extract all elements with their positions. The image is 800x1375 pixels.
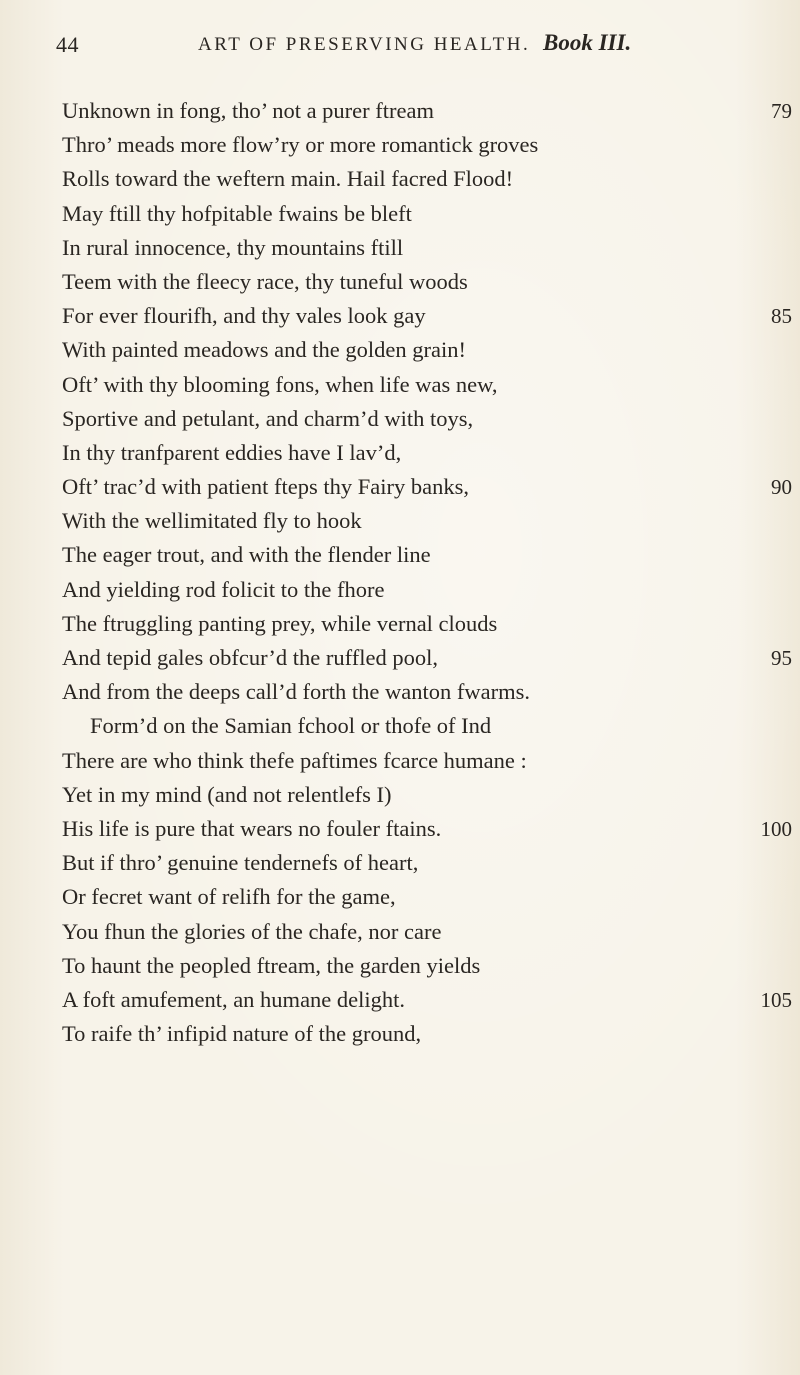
- verse-line-text: The eager trout, and with the flender line: [62, 542, 431, 568]
- verse-line-text: You fhun the glories of the chafe, nor care: [62, 918, 442, 944]
- verse-line-text: For ever flourifh, and thy vales look gay: [62, 303, 426, 329]
- verse-line-text: His life is pure that wears no fouler ftains.: [62, 815, 442, 841]
- verse-line: [62, 915, 792, 949]
- verse-line: [62, 470, 792, 504]
- verse-line: [62, 436, 792, 470]
- verse-line-text: Yet in my mind (and not relentlefs I): [62, 781, 392, 807]
- verse-line-text: And yielding rod folicit to the fhore: [62, 576, 385, 602]
- verse-line: [62, 128, 792, 162]
- verse-line: [62, 846, 792, 880]
- line-number: 100: [760, 816, 792, 841]
- verse-line: [62, 607, 792, 641]
- page-header: [56, 32, 796, 72]
- verse-line: [62, 778, 792, 812]
- line-number: 105: [760, 987, 792, 1012]
- verse-line-text: There are who think thefe paftimes fcarce humane :: [62, 747, 527, 773]
- line-number: 85: [771, 304, 792, 329]
- line-number: 90: [771, 475, 792, 500]
- verse-line-text: Sportive and petulant, and charm’d with toys,: [62, 405, 474, 431]
- verse-line-text: Form’d on the Samian fchool or thofe of Ind: [90, 713, 492, 739]
- verse-line-text: A foft amufement, an humane delight.: [62, 986, 406, 1012]
- verse-line-text: Unknown in fong, tho’ not a purer ftream: [62, 98, 434, 123]
- verse-line: [62, 538, 792, 572]
- verse-line: [62, 983, 792, 1017]
- verse-line-text: And from the deeps call’d forth the wanton fwarms.: [62, 679, 530, 705]
- verse-line-text: Or fecret want of relifh for the game,: [62, 884, 396, 910]
- verse-line-text: Teem with the fleecy race, thy tuneful woods: [62, 268, 468, 294]
- verse-line: [62, 368, 792, 402]
- verse-line: [62, 812, 792, 846]
- verse-line-text: With painted meadows and the golden grain!: [62, 337, 466, 363]
- verse-line-text: In thy tranfparent eddies have I lav’d,: [62, 439, 402, 465]
- verse-line: [62, 641, 792, 675]
- verse-line: [62, 197, 792, 231]
- book-label: Book III.: [543, 30, 632, 55]
- verse-line-text: But if thro’ genuine tendernefs of heart,: [62, 850, 419, 876]
- verse-line-text: Oft’ trac’d with patient fteps thy Fairy banks,: [62, 474, 469, 500]
- verse-line: [62, 162, 792, 196]
- verse-line-text: With the wellimitated fly to hook: [62, 508, 362, 534]
- verse-line-text: And tepid gales obfcur’d the ruffled pool,: [62, 645, 438, 670]
- verse-line: [62, 333, 792, 367]
- verse-line-text: The ftruggling panting prey, while vernal clouds: [62, 610, 498, 636]
- page-number: 44: [56, 32, 79, 57]
- verse-line-text: Rolls toward the weftern main. Hail facred Flood!: [62, 166, 514, 192]
- verse-line-text: In rural innocence, thy mountains ftill: [62, 234, 404, 260]
- line-number: 95: [771, 646, 792, 670]
- running-head: ART OF PRESERVING HEALTH.: [198, 34, 531, 55]
- verse-line-text: To haunt the peopled ftream, the garden yields: [62, 952, 481, 978]
- verse-line-text: Thro’ meads more flow’ry or more romantick groves: [62, 132, 539, 158]
- verse-line: [62, 402, 792, 436]
- verse-line: [62, 1017, 792, 1051]
- verse-line: [62, 880, 792, 914]
- verse-line: [62, 573, 792, 607]
- verse-line: [62, 675, 792, 709]
- poem-verse: [62, 94, 792, 1051]
- verse-line-text: To raife th’ infipid nature of the ground,: [62, 1021, 422, 1047]
- verse-line: [62, 265, 792, 299]
- verse-line: [62, 709, 792, 743]
- verse-line: [62, 744, 792, 778]
- verse-line-text: May ftill thy hofpitable fwains be bleft: [62, 200, 412, 226]
- verse-line: [62, 94, 792, 128]
- verse-line: [62, 299, 792, 333]
- verse-line-text: Oft’ with thy blooming fons, when life was new,: [62, 371, 498, 397]
- verse-line: [62, 949, 792, 983]
- line-number: 79: [771, 99, 792, 123]
- verse-line: [62, 231, 792, 265]
- verse-line: [62, 504, 792, 538]
